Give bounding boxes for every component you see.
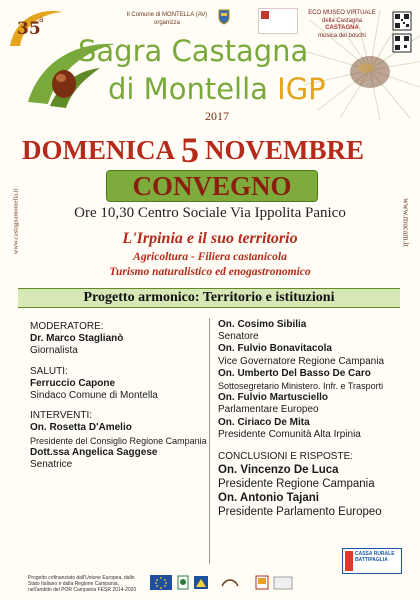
speaker-role: Parlamentare Europeo xyxy=(218,404,319,416)
side-website-left xyxy=(10,170,22,278)
speaker-name: On. Fulvio Martusciello xyxy=(218,392,329,404)
speaker-name: On. Antonio Tajani xyxy=(218,492,319,505)
convegno-banner: CONVEGNO xyxy=(106,170,318,202)
event-title-line2 xyxy=(108,72,326,106)
event-date xyxy=(22,126,398,168)
speaker-role: Senatrice xyxy=(30,459,73,471)
event-title-montella: di Montella xyxy=(108,72,278,106)
museum-logo-mark xyxy=(261,11,269,19)
ecomuseo-line1: ECO MUSEO VIRTUALE xyxy=(308,10,376,16)
cassa-logo-text xyxy=(355,551,395,563)
moderatore-name: Dr. Marco Staglianò xyxy=(30,333,124,345)
conference-theme: L'Irpinia e il suo territorio xyxy=(122,230,298,247)
ecomuseo-line3: CASTAGNA xyxy=(325,25,359,31)
montella-coat-of-arms-icon xyxy=(218,9,230,25)
funding-line3: nell'ambito del POR Campania FESR 2014-2020 xyxy=(28,587,137,593)
sponsor-logos-strip xyxy=(150,574,300,592)
date-month: NOVEMBRE xyxy=(205,135,365,165)
speaker-name: On. Fulvio Bonavitacola xyxy=(218,343,332,355)
speakers-left-column xyxy=(30,321,208,471)
moderatore-heading: MODERATORE: xyxy=(30,321,104,332)
speakers-right-column xyxy=(218,319,414,519)
funding-line1: Progetto cofinanziato dall'Unione Europea, dallo xyxy=(28,575,135,581)
moderatore-role: Giornalista xyxy=(30,345,78,357)
speaker-role: Presidente Comunità Alta Irpinia xyxy=(218,428,361,440)
event-title-line1: Sagra Castagna xyxy=(78,34,309,68)
qr-code-icon xyxy=(392,10,412,54)
speaker-name: On. Cosimo Sibilia xyxy=(218,319,307,330)
speaker-role: Vice Governatore Regione Campania xyxy=(218,355,385,367)
speaker-role: Presidente Regione Campania xyxy=(218,478,375,491)
saluti-name: Ferruccio Capone xyxy=(30,377,116,389)
speaker-role: Presidente del Consiglio Regione Campania xyxy=(30,435,207,446)
date-day: DOMENICA xyxy=(22,135,175,165)
cassa-rurale-logo xyxy=(342,548,402,574)
speaker-name: Dott.ssa Angelica Saggese xyxy=(30,446,158,458)
speaker-role: Sottosegretario Ministero. Infr. e Trasporti xyxy=(218,381,384,392)
event-time-place: Ore 10,30 Centro Sociale Via Ippolita Panico xyxy=(74,205,346,221)
edition-number: 35 xyxy=(17,19,41,39)
ecomuseo-block xyxy=(302,10,382,40)
saluti-role: Sindaco Comune di Montella xyxy=(30,390,158,402)
comune-organizza: organizza xyxy=(153,20,180,26)
speaker-name: On. Rosetta D'Amelio xyxy=(30,422,132,434)
event-year: 2017 xyxy=(205,109,229,123)
ecomuseo-line4: musica dei boschi xyxy=(318,32,366,39)
website-mucam-link[interactable]: www.mucam.it xyxy=(401,198,411,247)
date-number: 5 xyxy=(181,130,199,170)
interventi-heading: INTERVENTI: xyxy=(30,410,93,422)
cassa-line1: CASSA RURALE xyxy=(355,551,395,557)
comune-line: Il Comune di MONTELLA (AV) xyxy=(126,12,208,18)
speaker-name: On. Vincenzo De Luca xyxy=(218,464,339,477)
igp-label: IGP xyxy=(277,72,326,106)
ecomuseo-line2: della Castagna xyxy=(321,17,363,24)
eu-funding-note xyxy=(28,575,148,593)
cassa-logo-mark xyxy=(345,551,353,571)
sponsor-logo-2-icon xyxy=(274,577,292,589)
project-banner: Progetto armonico: Territorio e istituzioni xyxy=(18,288,400,308)
side-website-right xyxy=(400,170,412,278)
conclusioni-heading: CONCLUSIONI E RISPOSTE: xyxy=(218,451,354,463)
cassa-line2: BATTIPAGLIA xyxy=(355,557,388,563)
website-castagnamontella-link[interactable]: www.castagnamontella.it xyxy=(12,188,20,255)
speaker-name: On. Umberto Del Basso De Caro xyxy=(218,367,371,379)
edition-suffix: a xyxy=(39,15,44,24)
sponsor-logo-icon xyxy=(222,580,238,586)
column-divider xyxy=(209,318,210,564)
speaker-name: On. Ciriaco De Mita xyxy=(218,416,310,428)
speaker-role: Senatore xyxy=(218,331,259,343)
speaker-role: Presidente Parlamento Europeo xyxy=(218,506,382,519)
museum-logo xyxy=(258,8,298,34)
conference-subtheme-2: Turismo naturalistico ed enogastronomico xyxy=(109,266,311,278)
funding-line2: Stato Italiano e dalla Regione Campania, xyxy=(28,581,119,587)
saluti-heading: SALUTI: xyxy=(30,365,68,377)
conference-subtheme-1: Agricoltura - Filiera castanicola xyxy=(133,251,287,263)
